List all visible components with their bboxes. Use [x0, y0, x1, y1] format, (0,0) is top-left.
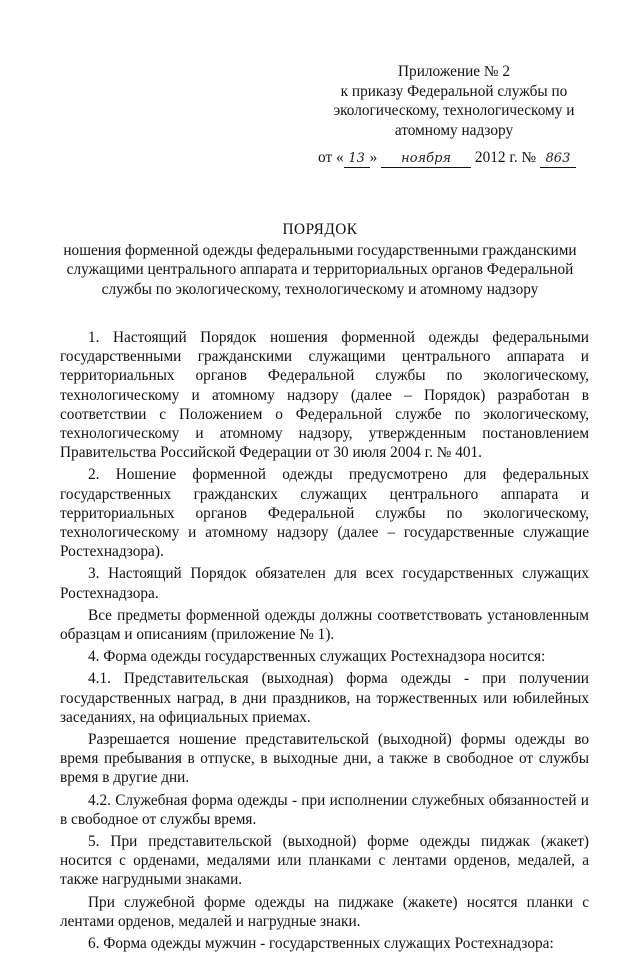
- appendix-order-line: к приказу Федеральной службы по: [340, 82, 568, 100]
- paragraph: 5. При представительской (выходной) форме одежды пиджак (жакет) носится с орденами, медалями или планками с лентами орденов, медалей, а также нагрудными знаками.: [60, 833, 589, 889]
- paragraph: 2. Ношение форменной одежды предусмотрено для федеральных государственных гражданских служащих центрального аппарата и территориальных органов Федеральной службы по экологическому, технологическому и атомному надзору (далее – государственные служащие Ростехнадзора).: [60, 466, 589, 561]
- paragraph: 6. Форма одежды мужчин - государственных служащих Ростехнадзора:: [88, 935, 554, 953]
- paragraph: 3. Настоящий Порядок обязателен для всех государственных служащих Ростехнадзора.: [60, 565, 589, 602]
- document-title: ПОРЯДОК: [282, 221, 358, 238]
- title-subline-1: ношения форменной одежды федеральными государственными гражданскими: [63, 241, 577, 259]
- handwritten-day: 13: [344, 151, 370, 168]
- paragraph: 1. Настоящий Порядок ношения форменной одежды федеральными государственными гражданскими служащими центрального аппарата и территориальных органов Федеральной службы по экологическому, технологическому и атомному надзору (далее – Порядок) разработан в соответствии с Положением о Федеральной службе по экологическому, технологическому и атомному надзору, утвержденным постановлением Правительства Российской Федерации от 30 июля 2004 г. № 401.: [60, 329, 589, 462]
- paragraph: При служебной форме одежды на пиджаке (жакете) носятся планки с лентами орденов, медалей и нагрудные знаки.: [60, 893, 589, 930]
- paragraph: 4. Форма одежды государственных служащих Ростехнадзора носится:: [88, 648, 546, 666]
- appendix-service-line: экологическому, технологическому и: [333, 102, 575, 119]
- appendix-title: Приложение № 2: [398, 63, 510, 80]
- title-subline-3: службы по экологическому, технологическому и атомному надзору: [101, 280, 539, 298]
- order-date-line: [318, 148, 608, 168]
- paragraph: 4.2. Служебная форма одежды - при исполнении служебных обязанностей и в свободное от службы время.: [60, 791, 589, 828]
- date-prefix: от «: [318, 149, 344, 166]
- paragraph: Разрешается ношение представительской (выходной) формы одежды во время пребывания в отпуске, в выходные дни, а также в свободное от службы время в другие дни.: [60, 731, 589, 787]
- paragraph: Все предметы форменной одежды должны соответствовать установленным образцам и описаниям (приложение № 1).: [60, 606, 589, 644]
- handwritten-month: ноября: [381, 151, 471, 168]
- paragraph: 4.1. Представительская (выходная) форма одежды - при получении государственных наград, в дни праздников, на торжественных или юбилейных заседаниях, на официальных приемах.: [60, 670, 589, 726]
- appendix-supervision-line: атомному надзору: [394, 121, 514, 139]
- handwritten-order-number: 863: [540, 151, 576, 168]
- document-body: [60, 328, 589, 956]
- document-title-block: [40, 220, 600, 299]
- title-subline-2: служащими центрального аппарата и территориальных органов Федеральной: [66, 261, 574, 278]
- date-mid: »: [369, 149, 382, 166]
- appendix-header: [318, 62, 590, 140]
- date-year: 2012 г. №: [471, 149, 540, 166]
